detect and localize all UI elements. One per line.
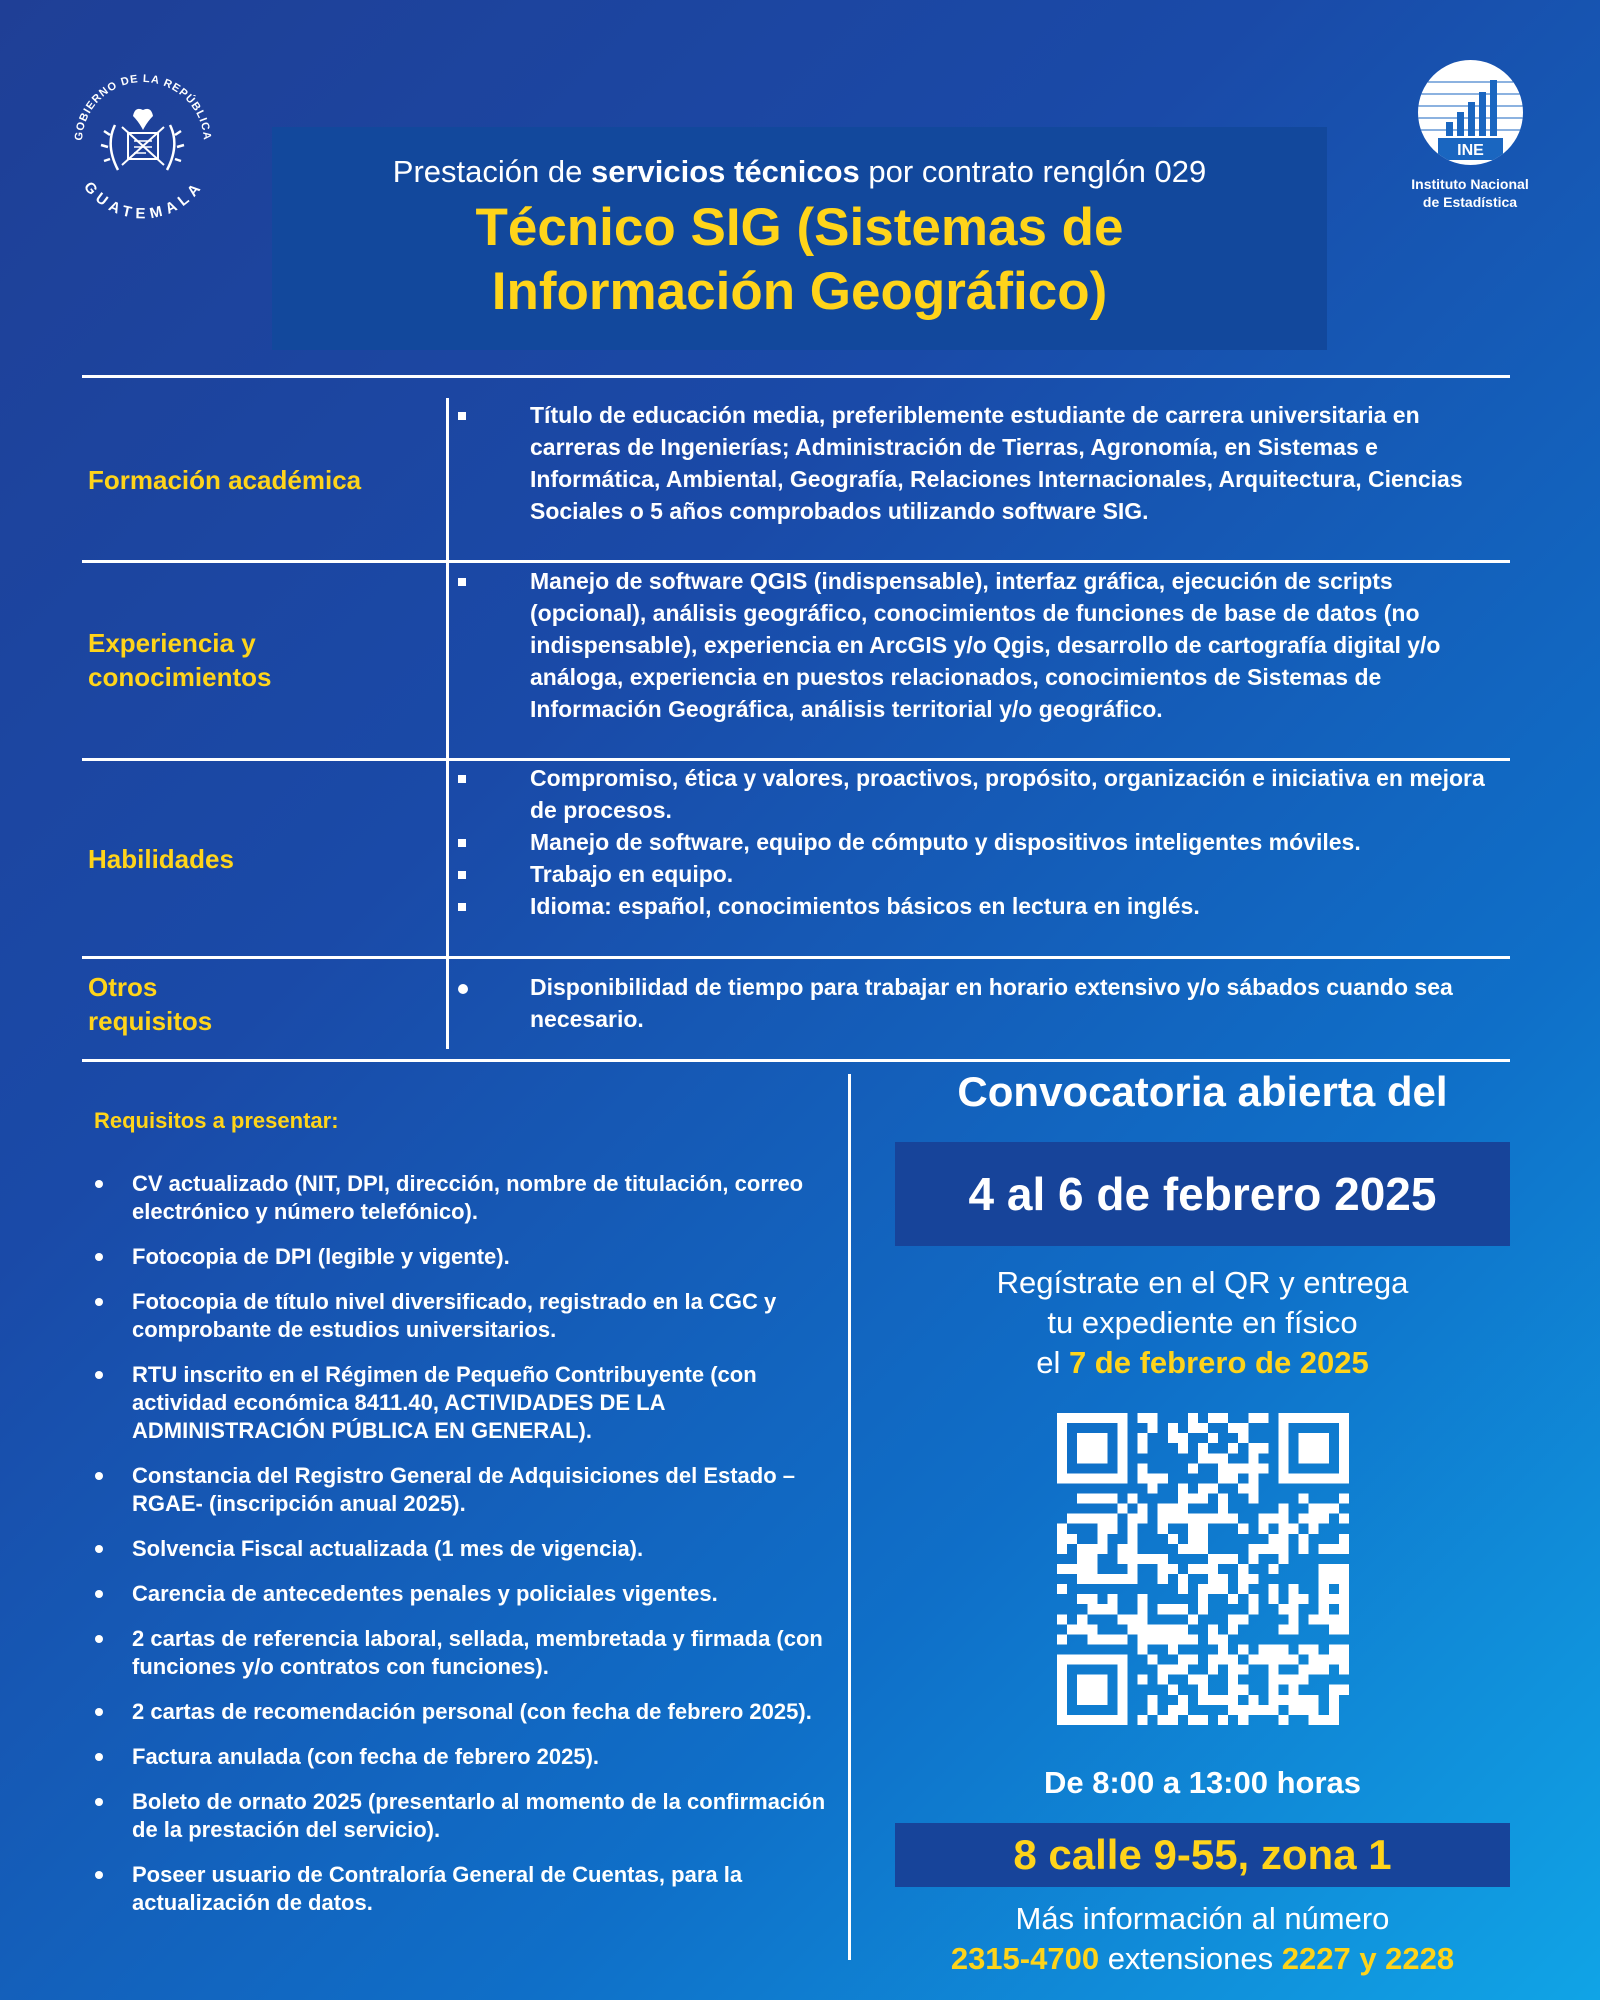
qr-code[interactable] xyxy=(1057,1413,1349,1725)
convocatoria-dates: 4 al 6 de febrero 2025 xyxy=(895,1142,1510,1246)
requirement-label-experiencia: Experiencia y conocimientos xyxy=(88,628,272,692)
register-instructions: Regístrate en el QR y entrega tu expediente en físico el 7 de febrero de 2025 xyxy=(996,1265,1409,1380)
requirement-label-habilidades: Habilidades xyxy=(88,844,234,874)
phone-extensions: 2227 y 2228 xyxy=(1281,1941,1455,1976)
documents-list xyxy=(88,1170,828,1917)
requirement-list-experiencia xyxy=(455,565,1495,725)
table-divider xyxy=(82,1059,1510,1062)
ine-name: Instituto Nacional de Estadística xyxy=(1411,176,1529,210)
list-item: CV actualizado (NIT, DPI, dirección, nombre de titulación, correo electrónico y número telefónico). xyxy=(88,1170,828,1226)
page-title: Técnico SIG (Sistemas de Información Geográfico) xyxy=(475,198,1124,321)
list-item: RTU inscrito en el Régimen de Pequeño Contribuyente (con actividad económica 8411.40, ACTIVIDADES DE LA ADMINISTRACIÓN PÚBLICA EN GENERAL). xyxy=(88,1361,828,1445)
requirement-label-otros: Otros requisitos xyxy=(88,972,213,1036)
ine-logo-icon xyxy=(1418,60,1523,165)
list-item: Idioma: español, conocimientos básicos en lectura en inglés. xyxy=(455,890,1495,922)
list-item: Solvencia Fiscal actualizada (1 mes de vigencia). xyxy=(88,1535,828,1563)
list-item: Título de educación media, preferiblemente estudiante de carrera universitaria en carreras de Ingenierías; Administración de Tierras, Agronomía, en Sistemas e Informática, Ambiental, Geografía, Relaciones Internacionales, Arquitectura, Ciencias Sociales o 5 años comprobados utilizando software SIG. xyxy=(455,399,1495,527)
list-item: Fotocopia de DPI (legible y vigente). xyxy=(88,1243,828,1271)
table-divider xyxy=(82,956,1510,959)
list-item: Manejo de software QGIS (indispensable), interfaz gráfica, ejecución de scripts (opcional), análisis geográfico, conocimientos de funciones de base de datos (no indispensable), experiencia en ArcGIS y/o Qgis, desarrollo de cartografía digital y/o análoga, experiencia en puestos relacionados, conocimientos de Sistemas de Información Geográfica, análisis territorial y/o geográfico. xyxy=(455,565,1495,725)
page-subtitle: Prestación de servicios técnicos por contrato renglón 029 xyxy=(392,154,1207,189)
table-divider xyxy=(82,560,1510,563)
section-divider xyxy=(848,1074,851,1960)
list-item: Fotocopia de título nivel diversificado, registrado en la CGC y comprobante de estudios universitarios. xyxy=(88,1288,828,1344)
svg-text:GOBIERNO DE LA REPÚBLICA: GOBIERNO DE LA REPÚBLICA xyxy=(72,72,214,142)
office-hours: De 8:00 a 13:00 horas xyxy=(1043,1765,1362,1800)
svg-text:GUATEMALA: GUATEMALA xyxy=(80,178,206,220)
list-item: Boleto de ornato 2025 (presentarlo al momento de la confirmación de la prestación del servicio). xyxy=(88,1788,828,1844)
guatemala-seal-logo xyxy=(60,55,225,220)
svg-text:INE: INE xyxy=(1456,142,1484,159)
documents-heading: Requisitos a presentar: xyxy=(94,1108,339,1133)
contact-info: Más información al número 2315-4700 extensiones 2227 y 2228 xyxy=(950,1901,1455,1976)
ine-logo xyxy=(1395,60,1545,211)
convocatoria-section xyxy=(895,1068,1510,1979)
requirement-label-formacion: Formación académica xyxy=(88,465,362,495)
list-item: 2 cartas de referencia laboral, sellada, membretada y firmada (con funciones y/o contratos con funciones). xyxy=(88,1625,828,1681)
list-item: Carencia de antecedentes penales y policiales vigentes. xyxy=(88,1580,828,1608)
phone-number: 2315-4700 xyxy=(950,1941,1100,1976)
list-item: Constancia del Registro General de Adquisiciones del Estado –RGAE- (inscripción anual 2025). xyxy=(88,1462,828,1518)
list-item: 2 cartas de recomendación personal (con fecha de febrero 2025). xyxy=(88,1698,828,1726)
title-box xyxy=(272,127,1327,350)
requirement-list-habilidades xyxy=(455,762,1495,922)
table-divider xyxy=(82,758,1510,761)
list-item: Trabajo en equipo. xyxy=(455,858,1495,890)
list-item: Factura anulada (con fecha de febrero 2025). xyxy=(88,1743,828,1771)
documents-section xyxy=(88,1108,828,1934)
table-column-divider xyxy=(446,398,449,1049)
list-item: Disponibilidad de tiempo para trabajar en horario extensivo y/o sábados cuando sea necesario. xyxy=(455,971,1495,1035)
list-item: Compromiso, ética y valores, proactivos, propósito, organización e iniciativa en mejora de procesos. xyxy=(455,762,1495,826)
table-divider xyxy=(82,375,1510,378)
list-item: Poseer usuario de Contraloría General de Cuentas, para la actualización de datos. xyxy=(88,1861,828,1917)
requirement-list-formacion xyxy=(455,399,1495,527)
requirement-list-otros xyxy=(455,971,1495,1035)
list-item: Manejo de software, equipo de cómputo y dispositivos inteligentes móviles. xyxy=(455,826,1495,858)
convocatoria-heading: Convocatoria abierta del xyxy=(957,1068,1448,1115)
address: 8 calle 9-55, zona 1 xyxy=(895,1823,1510,1887)
